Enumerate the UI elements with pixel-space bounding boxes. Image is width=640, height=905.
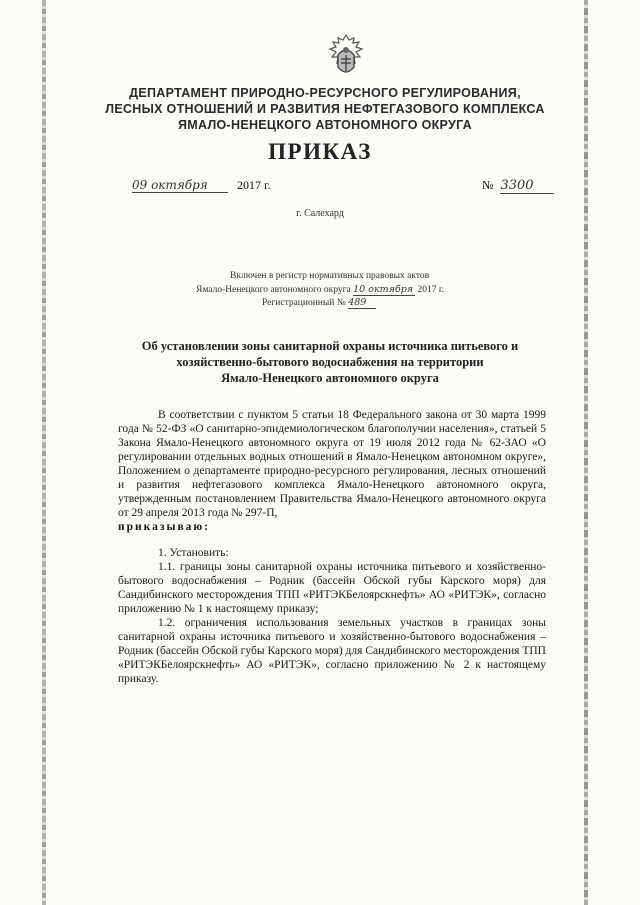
number-handwritten: 3300 bbox=[500, 178, 554, 194]
item-1: 1. Установить: bbox=[158, 547, 229, 559]
date-handwritten: 09 октября bbox=[132, 178, 228, 193]
registry-number-label: Регистрационный № bbox=[262, 298, 346, 308]
preamble-paragraph: В соответствии с пунктом 5 статьи 18 Федерального закона от 30 марта 1999 года № 52-ФЗ «О санитарно-эпидемиологическом благополучии населения», статьей 5 Закона Ямало-Ненецкого автономного округа от 19 июля 2012 года № 62-ЗАО «О регулировании отдельных водных отношений в Ямало-Ненецком автономном округе», Положением о департаменте природно-ресурсного регулирования, лесных отношений и развития нефтегазового комплекса Ямало-Ненецкого автономного округа, утвержденным постановлением Правительства Ямало-Ненецкого автономного округа от 29 апреля 2013 года № 297-П, bbox=[118, 409, 546, 519]
order-word: приказываю: bbox=[118, 521, 211, 533]
subject-heading bbox=[130, 338, 530, 386]
order-body bbox=[118, 408, 546, 686]
registry-date-handwritten: 10 октября bbox=[353, 284, 415, 296]
registry-year: 2017 г. bbox=[417, 285, 445, 295]
document-date bbox=[132, 178, 271, 193]
scan-artifact-right bbox=[584, 0, 588, 905]
number-prefix: № bbox=[482, 178, 494, 192]
subject-line-1: Об установлении зоны санитарной охраны источника питьевого и bbox=[141, 339, 519, 353]
item-1-2: 1.2. ограничения использования земельных участков в границах зоны санитарной охраны источника питьевого и хозяйственно-бытового водоснабжения – Родник (бассейн Обской губы Карского моря) для Сандибинского месторождения ТПП «РИТЭКБелоярскнефть» АО «РИТЭК», согласно приложению № 2 к настоящему приказу. bbox=[118, 617, 546, 685]
scan-artifact-left bbox=[42, 0, 46, 905]
registry-line-3 bbox=[262, 297, 376, 309]
subject-line-2: хозяйственно-бытового водоснабжения на территории bbox=[176, 355, 484, 369]
registry-number-handwritten: 489 bbox=[348, 297, 376, 309]
item-1-1: 1.1. границы зоны санитарной охраны источника питьевого и хозяйственно-бытового водоснабжения – Родник (бассейн Обской губы Карского моря) для Сандибинского месторождения ТПП «РИТЭКБелоярскнефть» АО «РИТЭК», согласно приложению № 1 к настоящему приказу; bbox=[118, 561, 546, 615]
department-name-line-2: ЛЕСНЫХ ОТНОШЕНИЙ И РАЗВИТИЯ НЕФТЕГАЗОВОГО КОМПЛЕКСА bbox=[105, 102, 545, 116]
registry-line-2 bbox=[196, 284, 444, 296]
department-name-line-1: ДЕПАРТАМЕНТ ПРИРОДНО-РЕСУРСНОГО РЕГУЛИРОВАНИЯ, bbox=[129, 86, 521, 100]
document-title: ПРИКАЗ bbox=[268, 139, 372, 164]
registry-line-1: Включен в регистр нормативных правовых актов bbox=[230, 271, 430, 281]
date-year: 2017 г. bbox=[237, 178, 271, 192]
coat-of-arms-icon bbox=[326, 33, 366, 79]
registry-region: Ямало-Ненецкого автономного округа bbox=[196, 285, 351, 295]
document-number bbox=[482, 178, 554, 194]
department-name-line-3: ЯМАЛО-НЕНЕЦКОГО АВТОНОМНОГО ОКРУГА bbox=[177, 118, 473, 132]
city: г. Салехард bbox=[296, 208, 344, 219]
subject-line-3: Ямало-Ненецкого автономного округа bbox=[221, 371, 439, 385]
